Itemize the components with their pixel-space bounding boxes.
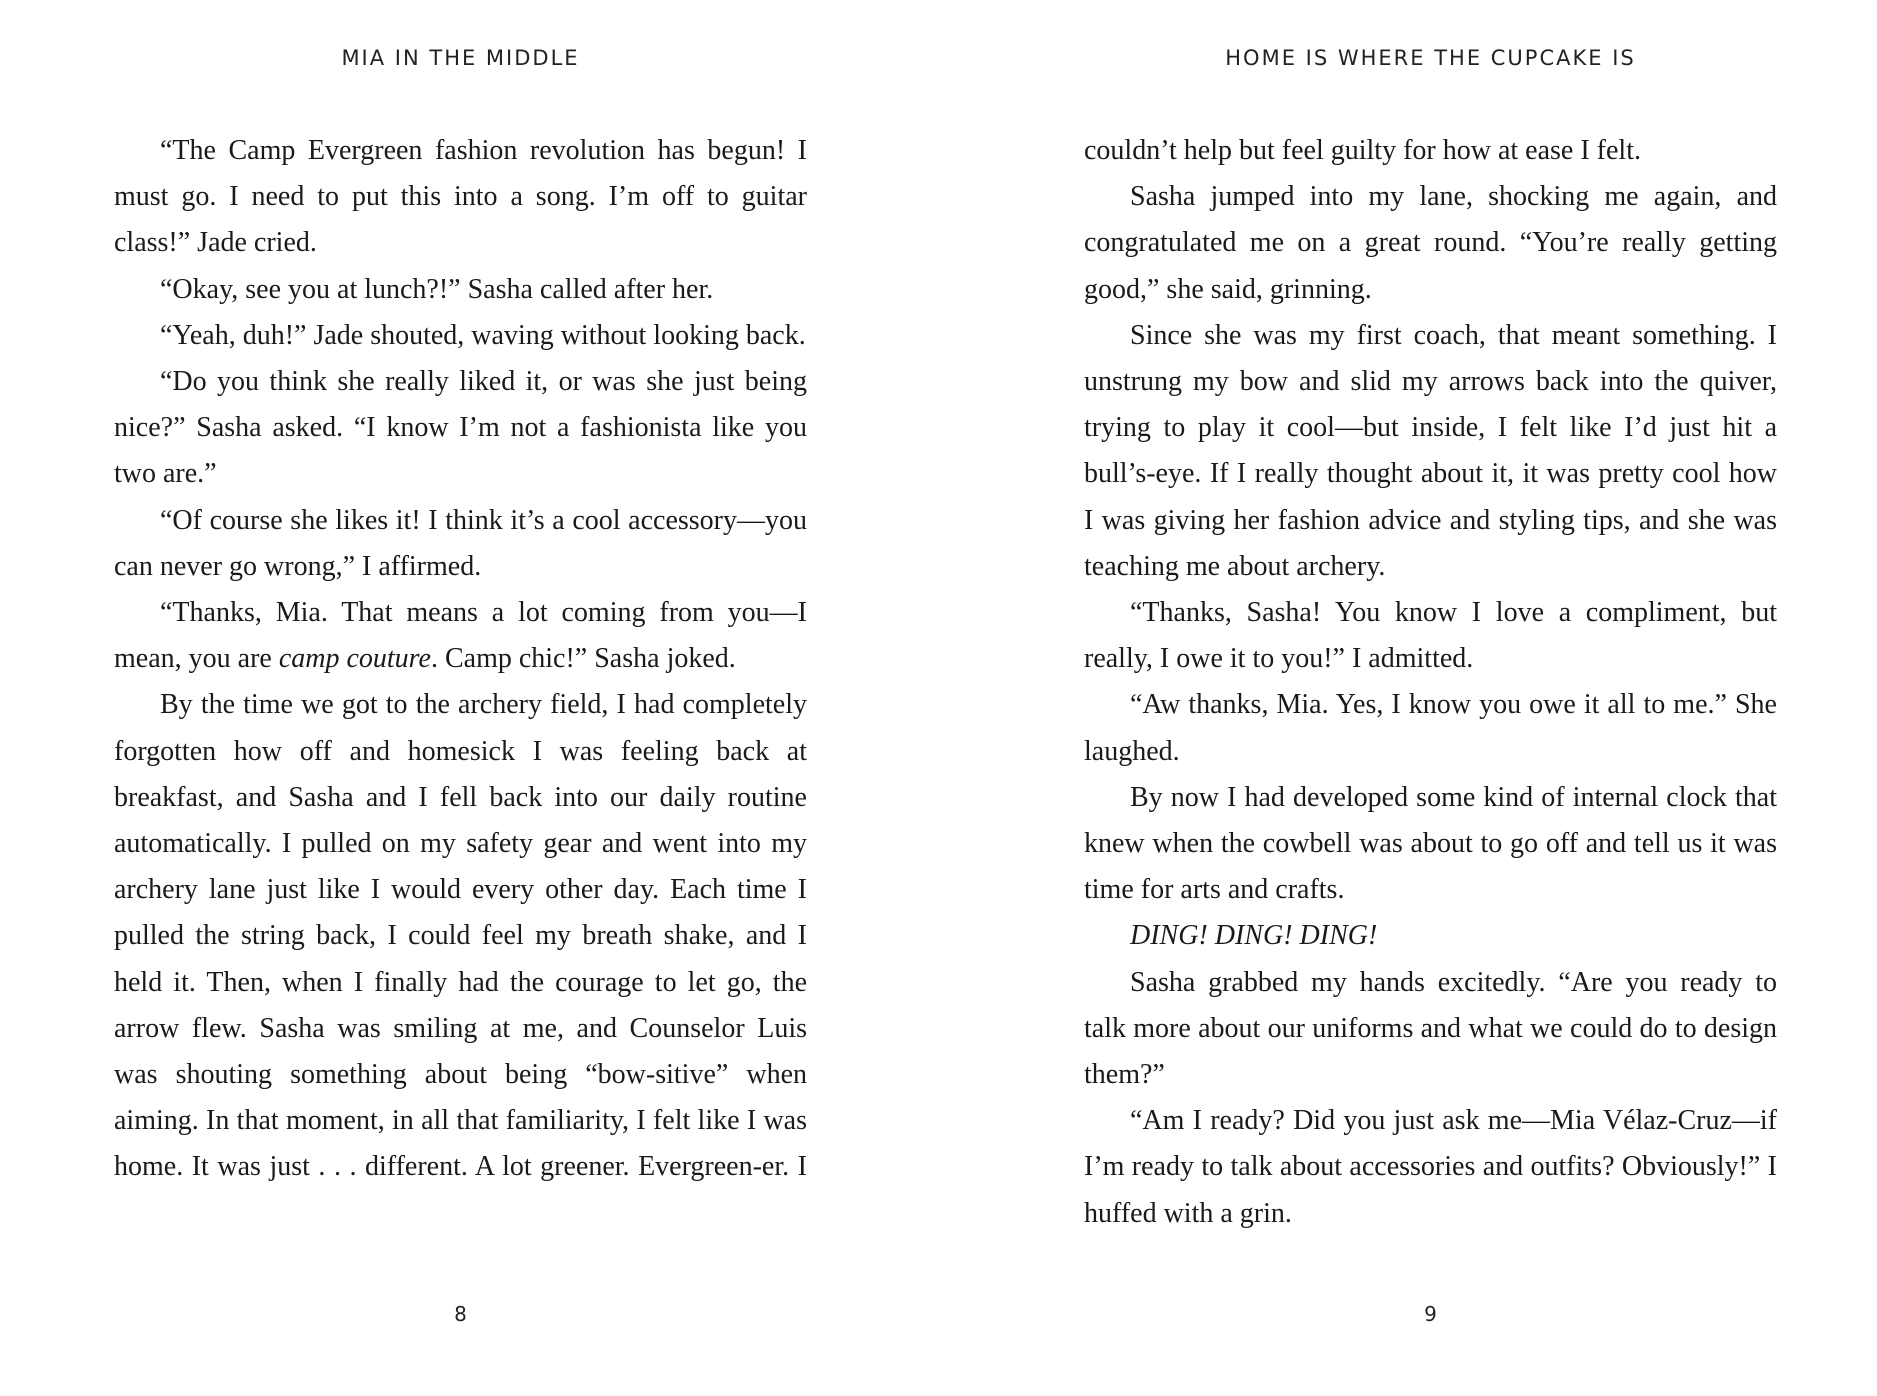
paragraph: “Aw thanks, Mia. Yes, I know you owe it all to me.” She laughed. [1084,689,1777,767]
paragraph: “Okay, see you at lunch?!” Sasha called after her. [160,273,714,305]
paragraph: By the time we got to the archery field, I had completely forgotten how off and homesick I was feeling back at breakfast, and Sasha and I fell back into our daily routine automatically. I pulled on my safety gear and went into my archery lane just like I would every other day. Each time I pulled the string back, I could feel my breath shake, and I held it. Then, when I finally had the courage to let go, the arrow flew. Sasha was smiling at me, and Counselor Luis was shouting something about being “bow-sitive” when aiming. In that moment, in all that familiarity, I felt like I was home. It was just . . . different. A lot greener. Evergreen-er. I [114,689,807,1183]
italic-phrase: DING! DING! DING! [1130,920,1378,952]
paragraph [1084,913,1777,959]
page-number-right: 9 [1424,1302,1437,1326]
italic-phrase: camp couture [278,643,431,675]
paragraph: “Am I ready? Did you just ask me—Mia Vélaz-Cruz—if I’m ready to talk about accessories and outfits? Obviously!” I huffed with a grin. [1084,1105,1777,1229]
running-head-left: MIA IN THE MIDDLE [341,46,580,70]
paragraph: By now I had developed some kind of internal clock that knew when the cowbell was about to go off and tell us it was time for arts and crafts. [1084,781,1777,906]
left-page-text [114,128,807,1191]
paragraph: Sasha grabbed my hands excitedly. “Are you ready to talk more about our uniforms and what we could do to design them?” [1084,966,1777,1091]
right-page [1084,0,1777,1396]
running-head-right: HOME IS WHERE THE CUPCAKE IS [1225,46,1636,70]
paragraph-text: . Camp chic!” Sasha joked. [430,643,736,675]
paragraph: “Thanks, Sasha! You know I love a compliment, but really, I owe it to you!” I admitted. [1084,597,1777,675]
right-page-text [1084,128,1777,1237]
left-page [114,0,807,1396]
paragraph: “The Camp Evergreen fashion revolution has begun! I must go. I need to put this into a song. I’m off to guitar class!” Jade cried. [114,135,807,259]
paragraph: “Yeah, duh!” Jade shouted, waving without looking back. [160,319,806,351]
paragraph [114,590,807,682]
paragraph: “Do you think she really liked it, or was she just being nice?” Sasha asked. “I know I’m not a fashionista like you two are.” [114,366,807,490]
page-number-left: 8 [454,1302,467,1326]
paragraph: couldn’t help but feel guilty for how at ease I felt. [1084,135,1641,166]
paragraph-text: “Thanks, Mia. That means a lot coming from you—I mean, you are [114,597,807,675]
paragraph: Since she was my first coach, that meant something. I unstrung my bow and slid my arrows back into the quiver, trying to play it cool—but inside, I felt like I’d just hit a bull’s-eye. If I really thought about it, it was pretty cool how I was giving her fashion advice and styling tips, and she was teaching me about archery. [1084,319,1777,582]
paragraph: Sasha jumped into my lane, shocking me again, and congratulated me on a great round. “You’re really getting good,” she said, grinning. [1084,181,1777,305]
paragraph: “Of course she likes it! I think it’s a cool accessory—you can never go wrong,” I affirmed. [114,504,807,582]
